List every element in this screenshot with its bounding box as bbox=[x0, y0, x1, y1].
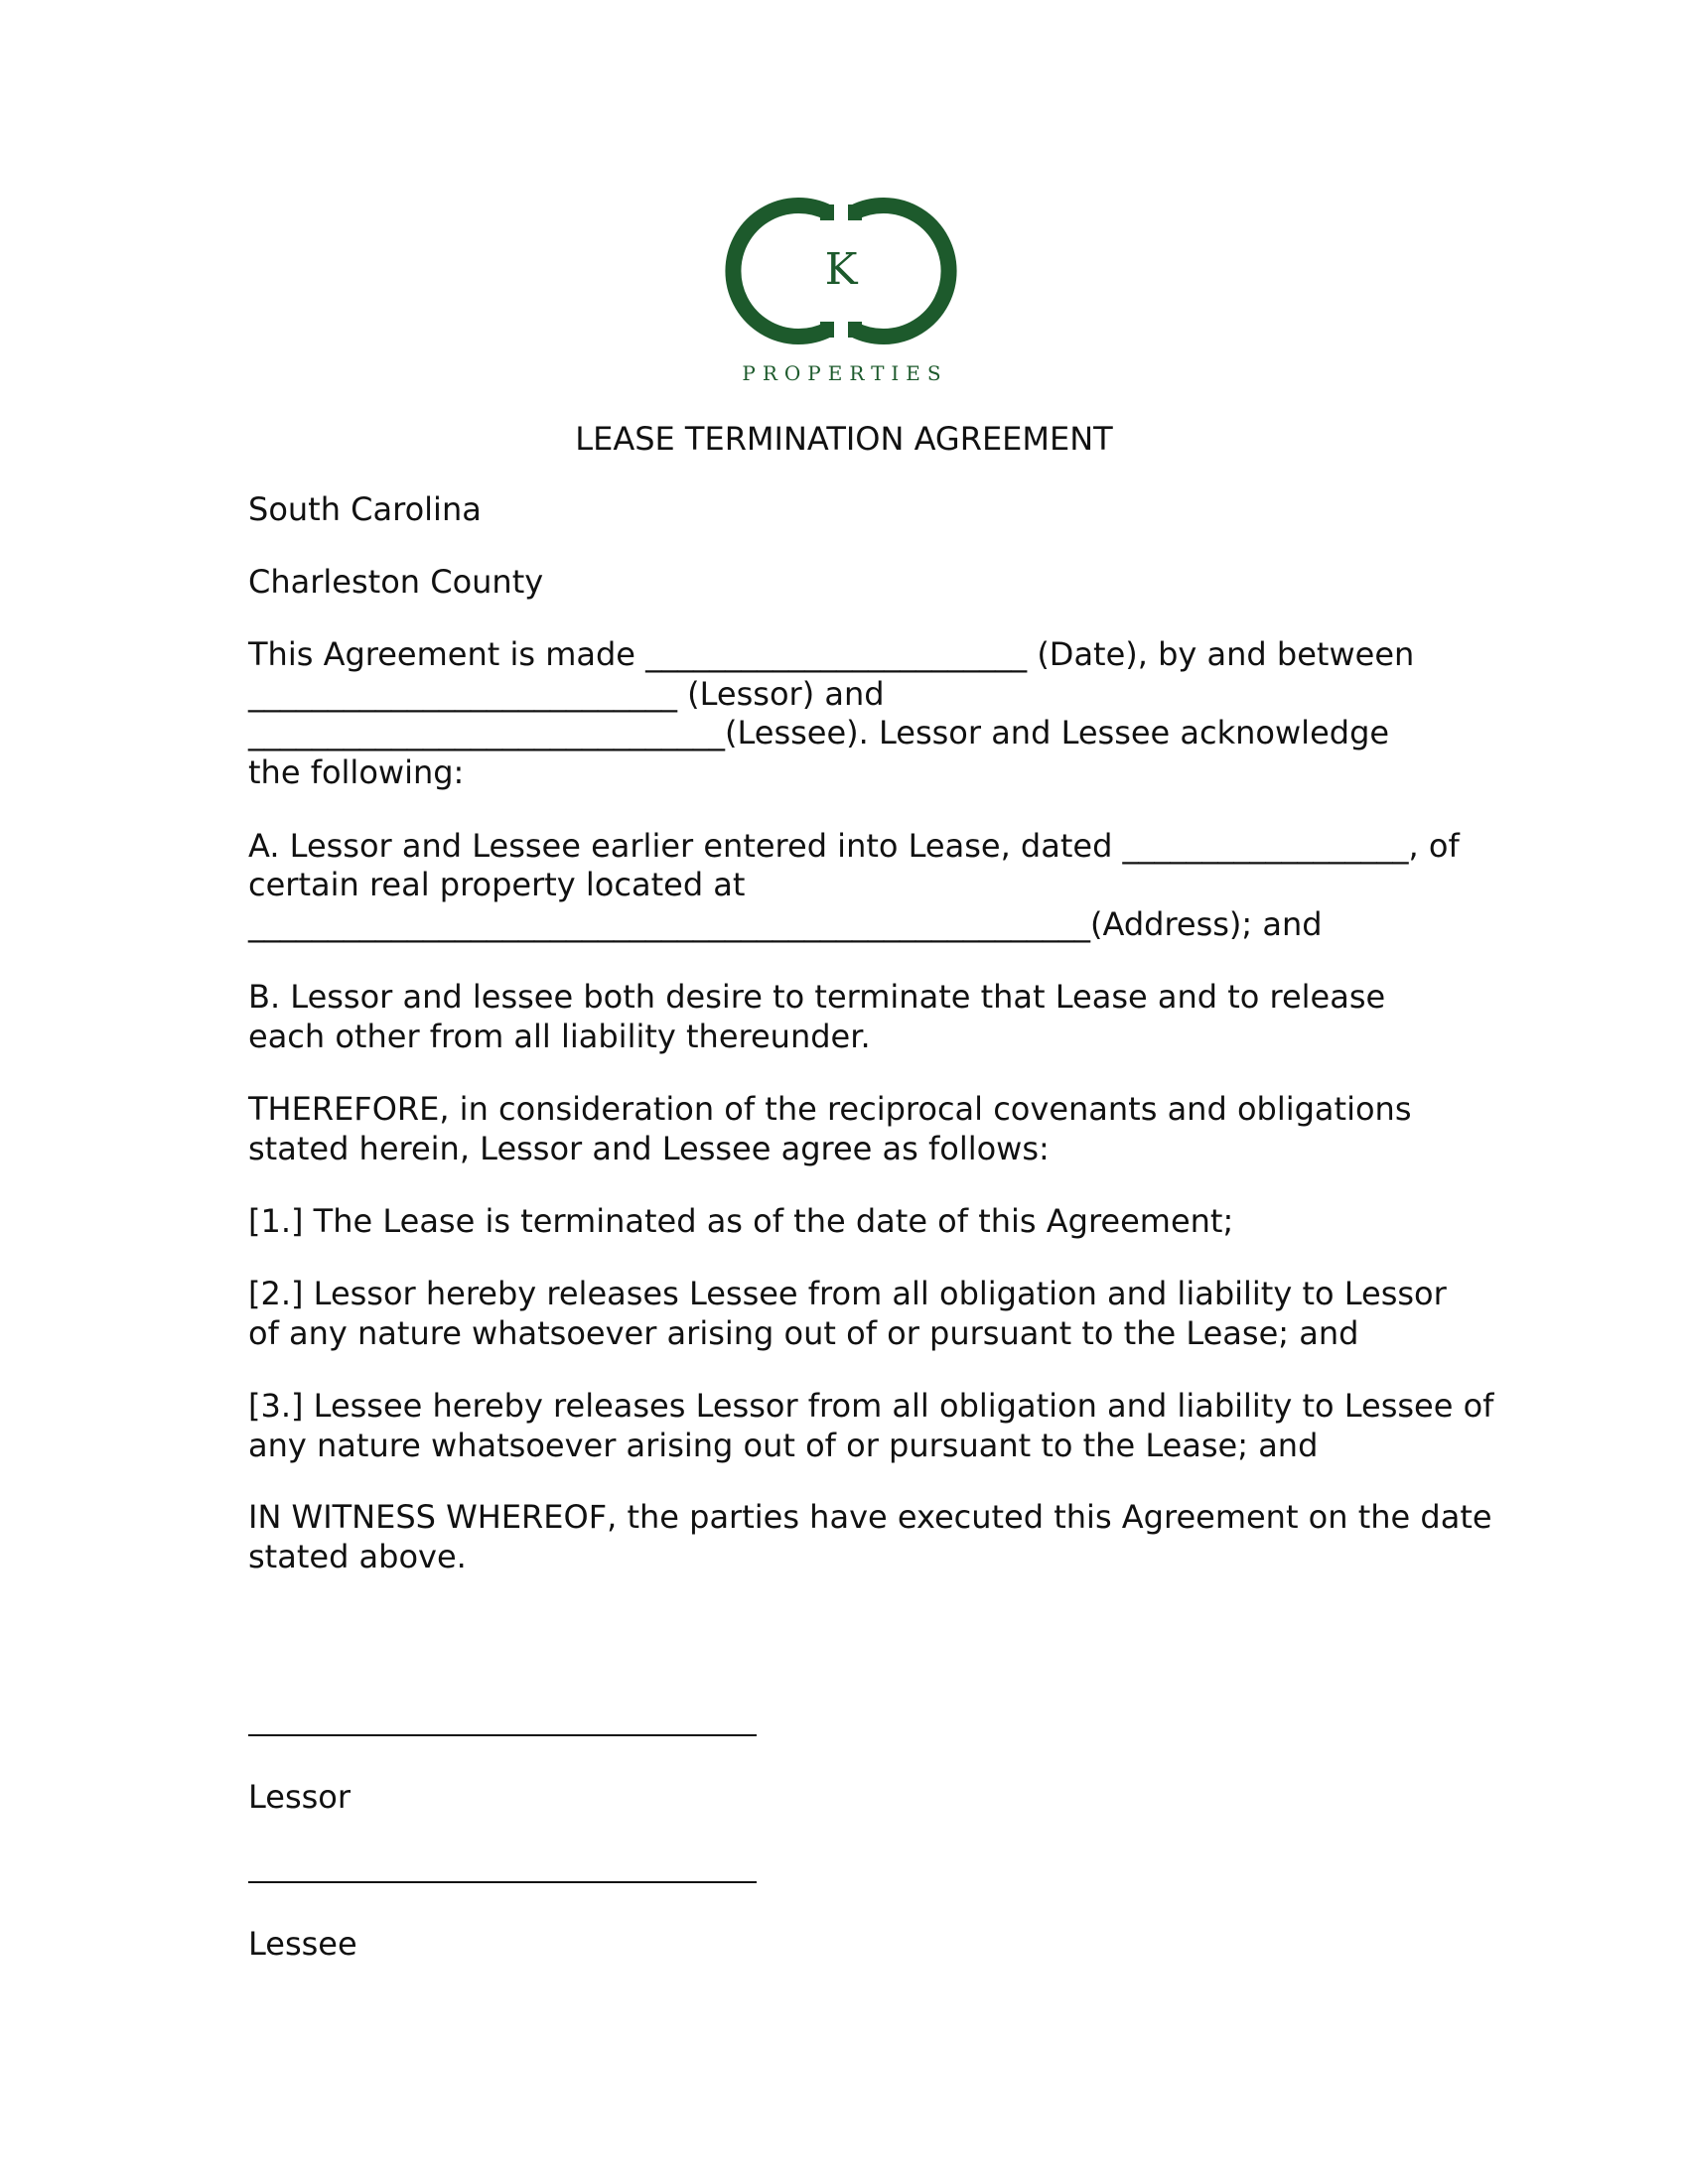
clause-2-line-2: of any nature whatsoever arising out of or pursuant to the Lease; and bbox=[248, 1314, 1359, 1352]
clause-3-line-1: [3.] Lessee hereby releases Lessor from all obligation and liability to Lessee of bbox=[248, 1387, 1494, 1425]
lessee-signature-label: Lessee bbox=[248, 1925, 357, 1963]
recital-a-line-1: A. Lessor and Lessee earlier entered into Lease, dated __________________, of bbox=[248, 827, 1460, 865]
recital-a-line-3: _____________________________________________________(Address); and bbox=[248, 905, 1323, 943]
clause-3-line-2: any nature whatsoever arising out of or pursuant to the Lease; and bbox=[248, 1427, 1319, 1464]
document-title: LEASE TERMINATION AGREEMENT bbox=[575, 420, 1113, 458]
witness-line-1: IN WITNESS WHEREOF, the parties have executed this Agreement on the date bbox=[248, 1498, 1492, 1536]
intro-line-1: This Agreement is made ________________________ (Date), by and between bbox=[248, 635, 1415, 673]
logo-k-letter: K bbox=[824, 244, 858, 295]
therefore-line-1: THEREFORE, in consideration of the reciprocal covenants and obligations bbox=[248, 1090, 1412, 1128]
logo-subtitle: PROPERTIES bbox=[742, 361, 948, 385]
witness-line-2: stated above. bbox=[248, 1538, 467, 1575]
company-logo bbox=[701, 195, 989, 389]
recital-a-line-2: certain real property located at bbox=[248, 866, 746, 903]
intro-line-4: the following: bbox=[248, 753, 465, 791]
state-line: South Carolina bbox=[248, 490, 482, 528]
therefore-line-2: stated herein, Lessor and Lessee agree as follows: bbox=[248, 1130, 1050, 1167]
county-line: Charleston County bbox=[248, 563, 544, 601]
ckc-monogram-icon bbox=[701, 195, 989, 353]
clause-1: [1.] The Lease is terminated as of the date of this Agreement; bbox=[248, 1202, 1234, 1240]
intro-line-3: ______________________________(Lessee). Lessor and Lessee acknowledge bbox=[248, 714, 1390, 751]
recital-b-line-2: each other from all liability thereunder. bbox=[248, 1018, 871, 1055]
lessee-signature-line[interactable] bbox=[248, 1881, 757, 1883]
lessor-signature-line[interactable] bbox=[248, 1734, 757, 1736]
lessor-signature-label: Lessor bbox=[248, 1778, 352, 1816]
intro-line-2: ___________________________ (Lessor) and bbox=[248, 675, 885, 713]
recital-b-line-1: B. Lessor and lessee both desire to terminate that Lease and to release bbox=[248, 978, 1386, 1016]
clause-2-line-1: [2.] Lessor hereby releases Lessee from all obligation and liability to Lessor bbox=[248, 1275, 1447, 1312]
